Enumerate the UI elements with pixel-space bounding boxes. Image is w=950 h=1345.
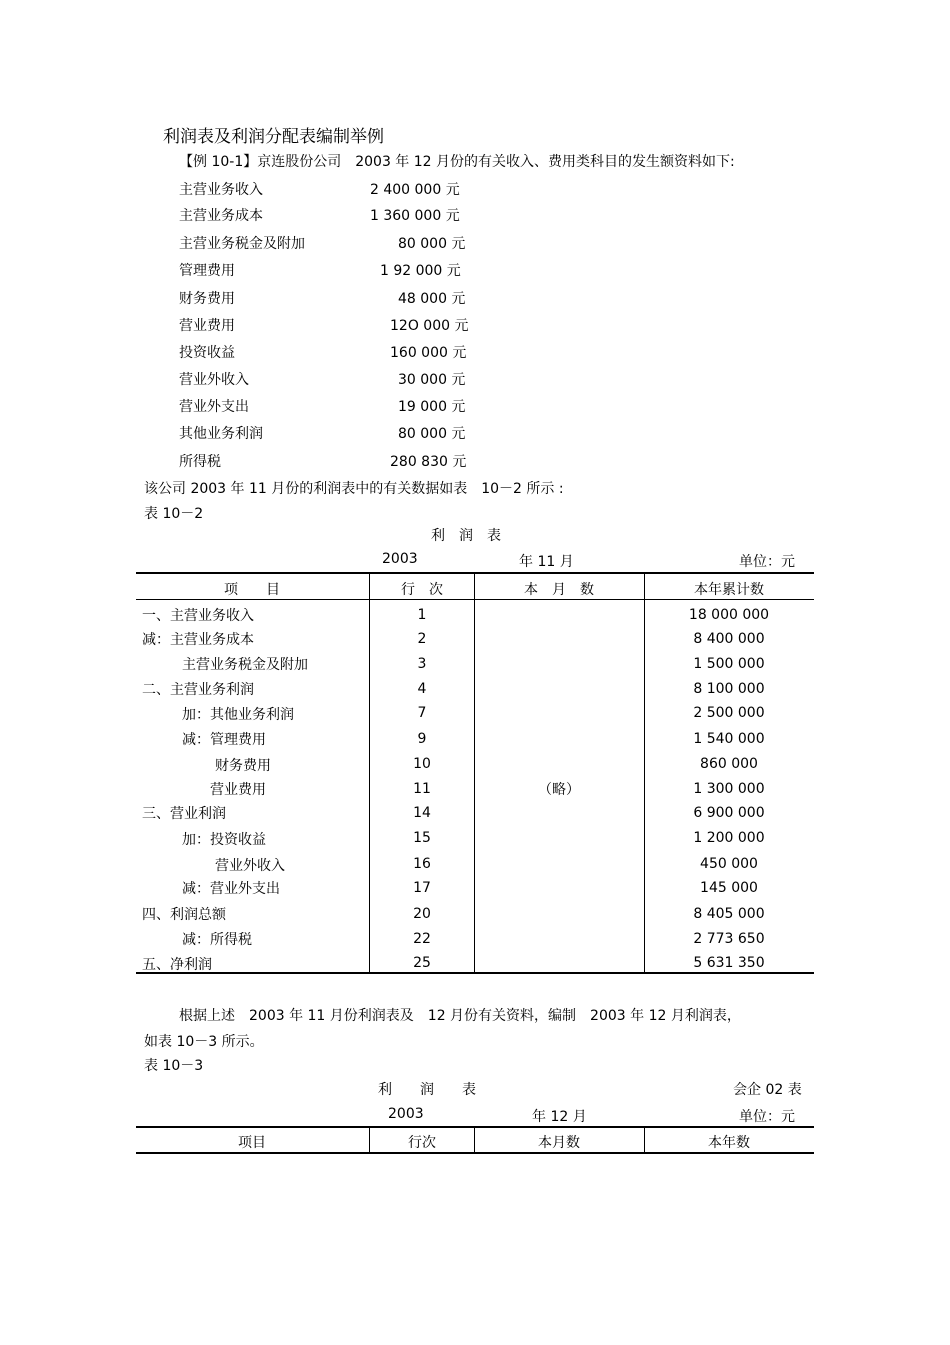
table-month: 年 11 月 — [519, 554, 574, 570]
account-amount: 1 92 000 元 — [380, 263, 461, 279]
row-item: 减：所得税 — [182, 932, 252, 948]
row-line: 2 — [417, 631, 427, 647]
december-intro-line-2: 如表 10－3 所示。 — [144, 1034, 264, 1050]
table-month: 年 12 月 — [532, 1109, 587, 1125]
account-amount: 48 000 元 — [398, 291, 466, 307]
account-name: 投资收益 — [179, 345, 235, 361]
row-line: 20 — [413, 906, 431, 922]
account-amount: 160 000 元 — [390, 345, 467, 361]
column-header-month: 本 月 数 — [524, 582, 594, 598]
account-name: 其他业务利润 — [179, 426, 263, 442]
account-name: 财务费用 — [179, 291, 235, 307]
table-top-rule — [136, 572, 814, 574]
row-line: 17 — [413, 880, 431, 896]
row-cumulative: 2 500 000 — [693, 705, 765, 721]
example-intro: 【例 10-1】京连股份公司 2003 年 12 月份的有关收入、费用类科目的发生额资料如下: — [179, 154, 735, 170]
account-name: 所得税 — [179, 454, 221, 470]
account-name: 营业外支出 — [179, 399, 249, 415]
account-name: 营业费用 — [179, 318, 235, 334]
row-item: 主营业务税金及附加 — [182, 657, 308, 673]
table-form-code: 会企 02 表 — [733, 1082, 802, 1098]
account-amount: 30 000 元 — [398, 372, 466, 388]
table-year: 2003 — [382, 551, 418, 567]
row-line: 9 — [417, 731, 427, 747]
row-line: 11 — [413, 781, 431, 797]
column-header-year: 本年数 — [708, 1135, 750, 1151]
row-line: 1 — [417, 607, 427, 623]
column-divider — [644, 1127, 645, 1153]
row-cumulative: 8 100 000 — [693, 681, 765, 697]
table-unit: 单位：元 — [739, 1109, 795, 1125]
table-10-2-label: 表 10－2 — [144, 506, 204, 522]
table-top-rule — [136, 1126, 814, 1128]
row-line: 14 — [413, 805, 431, 821]
header-rule — [136, 599, 814, 600]
row-line: 3 — [417, 656, 427, 672]
row-cumulative: 1 540 000 — [693, 731, 765, 747]
row-line: 16 — [413, 856, 431, 872]
row-cumulative: 1 300 000 — [693, 781, 765, 797]
document-title: 利润表及利润分配表编制举例 — [163, 127, 384, 147]
row-cumulative: 18 000 000 — [688, 607, 770, 623]
monthly-omitted-note: （略） — [538, 782, 580, 798]
account-amount: 1 360 000 元 — [370, 208, 460, 224]
row-line: 15 — [413, 830, 431, 846]
account-amount: 19 000 元 — [398, 399, 466, 415]
row-item: 减：主营业务成本 — [142, 632, 254, 648]
row-item: 三、营业利润 — [142, 806, 226, 822]
account-amount: 12O 000 元 — [390, 318, 469, 334]
table-year: 2003 — [388, 1106, 424, 1122]
row-cumulative: 1 200 000 — [693, 830, 765, 846]
row-line: 10 — [413, 756, 431, 772]
column-divider — [474, 1127, 475, 1153]
december-intro-line-1: 根据上述 2003 年 11 月份利润表及 12 月份有关资料，编制 2003 年 12 月利润表， — [179, 1008, 741, 1024]
row-item: 二、主营业务利润 — [142, 682, 254, 698]
column-header-item: 项目 — [238, 1135, 266, 1151]
row-item: 一、主营业务收入 — [142, 608, 254, 624]
row-item: 加：投资收益 — [182, 832, 266, 848]
column-header-cumulative: 本年累计数 — [694, 582, 764, 598]
column-header-line: 行 次 — [401, 582, 443, 598]
row-item: 减：管理费用 — [182, 732, 266, 748]
column-divider — [369, 1127, 370, 1153]
account-amount: 80 000 元 — [398, 236, 466, 252]
row-item: 营业外收入 — [215, 858, 285, 874]
account-amount: 2 400 000 元 — [370, 182, 460, 198]
row-line: 22 — [413, 931, 431, 947]
row-item: 营业费用 — [210, 782, 266, 798]
row-cumulative: 450 000 — [700, 856, 758, 872]
row-item: 加：其他业务利润 — [182, 707, 294, 723]
row-cumulative: 860 000 — [700, 756, 758, 772]
account-name: 营业外收入 — [179, 372, 249, 388]
row-item: 财务费用 — [215, 758, 271, 774]
account-amount: 80 000 元 — [398, 426, 466, 442]
row-cumulative: 8 405 000 — [693, 906, 765, 922]
account-amount: 280 830 元 — [390, 454, 467, 470]
header-rule — [136, 1152, 814, 1154]
november-intro: 该公司 2003 年 11 月份的利润表中的有关数据如表 10－2 所示 : — [144, 481, 564, 497]
row-cumulative: 8 400 000 — [693, 631, 765, 647]
account-name: 主营业务收入 — [179, 182, 263, 198]
row-cumulative: 145 000 — [700, 880, 758, 896]
row-cumulative: 6 900 000 — [693, 805, 765, 821]
column-divider — [644, 573, 645, 973]
column-header-month: 本月数 — [538, 1135, 580, 1151]
account-name: 管理费用 — [179, 263, 235, 279]
row-item: 四、利润总额 — [142, 907, 226, 923]
table-10-3-label: 表 10－3 — [144, 1058, 204, 1074]
account-name: 主营业务成本 — [179, 208, 263, 224]
row-line: 4 — [417, 681, 427, 697]
account-name: 主营业务税金及附加 — [179, 236, 305, 252]
row-cumulative: 1 500 000 — [693, 656, 765, 672]
table-bottom-rule — [136, 972, 814, 974]
row-line: 7 — [417, 705, 427, 721]
column-header-line: 行次 — [408, 1135, 436, 1151]
table-unit: 单位：元 — [739, 554, 795, 570]
row-line: 25 — [413, 955, 431, 971]
row-item: 减：营业外支出 — [182, 881, 280, 897]
table-title: 利 润 表 — [378, 1082, 476, 1098]
column-divider — [369, 573, 370, 973]
row-cumulative: 2 773 650 — [693, 931, 765, 947]
row-cumulative: 5 631 350 — [693, 955, 765, 971]
column-header-item: 项 目 — [224, 582, 280, 598]
table-title: 利 润 表 — [431, 528, 501, 544]
column-divider — [474, 573, 475, 973]
row-item: 五、净利润 — [142, 957, 212, 973]
